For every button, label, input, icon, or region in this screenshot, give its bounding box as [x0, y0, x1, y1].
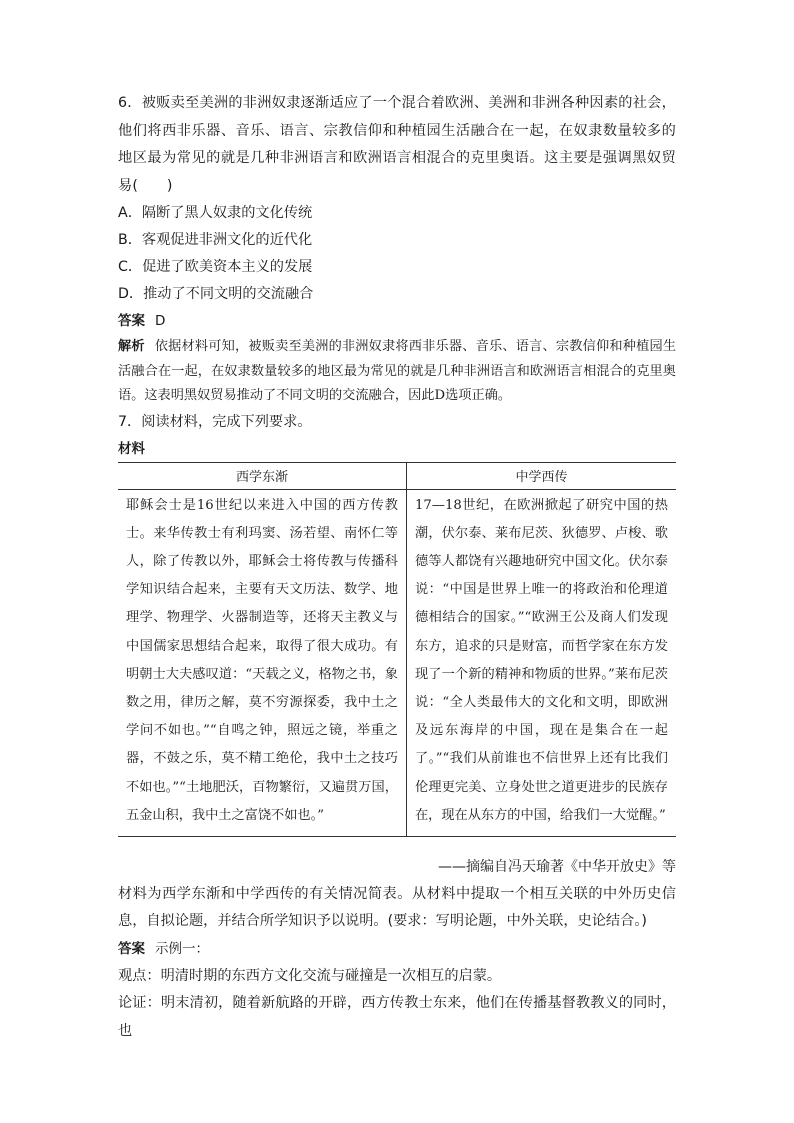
q6-answer: [118, 308, 676, 335]
table-header-row: [118, 462, 676, 489]
q7-requirement: 材料为西学东渐和中学西传的有关情况简表。从材料中提取一个相互关联的中外历史信息，自拟论题，并结合所学知识予以说明。(要求：写明论题，中外关联，史论结合。): [118, 885, 676, 930]
q7-answer: [118, 936, 676, 963]
q6-option-b: B．客观促进非洲文化的近代化: [118, 232, 313, 248]
answer-label: 答案: [118, 313, 145, 329]
q6-option-c: C．促进了欧美资本主义的发展: [118, 259, 313, 275]
table-header-west-to-east: 西学东渐: [118, 462, 407, 489]
answer-label: 答案: [118, 940, 145, 957]
q6-analysis: [118, 335, 676, 409]
table-cell-east-to-west: 17—18世纪，在欧洲掀起了研究中国的热潮，伏尔泰、莱布尼茨、狄德罗、卢梭、歌德等人都饶有兴趣地研究中国文化。伏尔泰说：“中国是世界上唯一的将政治和伦理道德相结合的国家。”“欧洲王公及商人们发现东方，追求的只是财富，而哲学家在东方发现了一个新的精神和物质的世界。”莱布尼茨说：“全人类最伟大的文化和文明，即欧洲及远东海岸的中国，现在是集合在一起了。”“我们从前谁也不信世界上还有比我们伦理更完美、立身处世之道更进步的民族存在，现在从东方的中国，给我们一大觉醒。”: [415, 497, 668, 823]
answer-value: D: [155, 313, 166, 329]
q7-stem: 7．阅读材料，完成下列要求。: [118, 413, 312, 430]
material-label: 材料: [118, 440, 145, 457]
document-page: [118, 90, 676, 1045]
table-cell-west-to-east: 耶稣会士是16世纪以来进入中国的西方传教士。来华传教士有利玛窦、汤若望、南怀仁等人，除了传教以外，耶稣会士将传教与传播科学知识结合起来，主要有天文历法、数学、地理学、物理学、火器制造等，还将天主教义与中国儒家思想结合起来，取得了很大成功。有明朝士大夫感叹道：“天载之义，格物之书，象数之用，律历之解，莫不穷源探委，我中土之学问不如也。”“自鸣之钟，照远之镜，举重之器，不鼓之乐，莫不精工绝伦，我中土之技巧不如也。”“土地肥沃，百物繁衍，又遍贯万国，五金山积，我中土之富饶不如也。”: [118, 489, 407, 836]
table-row: [118, 489, 676, 836]
comparison-table: [118, 462, 676, 837]
q6-option-a: A．隔断了黑人奴隶的文化传统: [118, 205, 313, 221]
q7-viewpoint: 观点：明清时期的东西方文化交流与碰撞是一次相互的启蒙。: [118, 967, 502, 984]
q6-option-d: D．推动了不同文明的交流融合: [118, 286, 314, 302]
table-header-east-to-west: 中学西传: [407, 462, 677, 489]
q7-argument: 论证：明末清初，随着新航路的开辟，西方传教士东来，他们在传播基督教教义的同时，也: [118, 995, 676, 1039]
answer-intro: 示例一：: [155, 940, 209, 957]
material-source: ——摘编自冯天瑜著《中华开放史》等: [438, 858, 676, 875]
analysis-label: 解析: [118, 339, 145, 354]
q6-stem: 6．被贩卖至美洲的非洲奴隶逐渐适应了一个混合着欧洲、美洲和非洲各种因素的社会，他们将西非乐器、音乐、语言、宗教信仰和种植园生活融合在一起，在奴隶数量较多的地区最为常见的就是几种非洲语言和欧洲语言相混合的克里奥语。这主要是强调黑奴贸易( ): [118, 95, 676, 194]
analysis-text: 依据材料可知，被贩卖至美洲的非洲奴隶将西非乐器、音乐、语言、宗教信仰和种植园生活融合在一起，在奴隶数量较多的地区最为常见的就是几种非洲语言和欧洲语言相混合的克里奥语。这表明黑奴贸易推动了不同文明的交流融合，因此D选项正确。: [118, 339, 677, 403]
